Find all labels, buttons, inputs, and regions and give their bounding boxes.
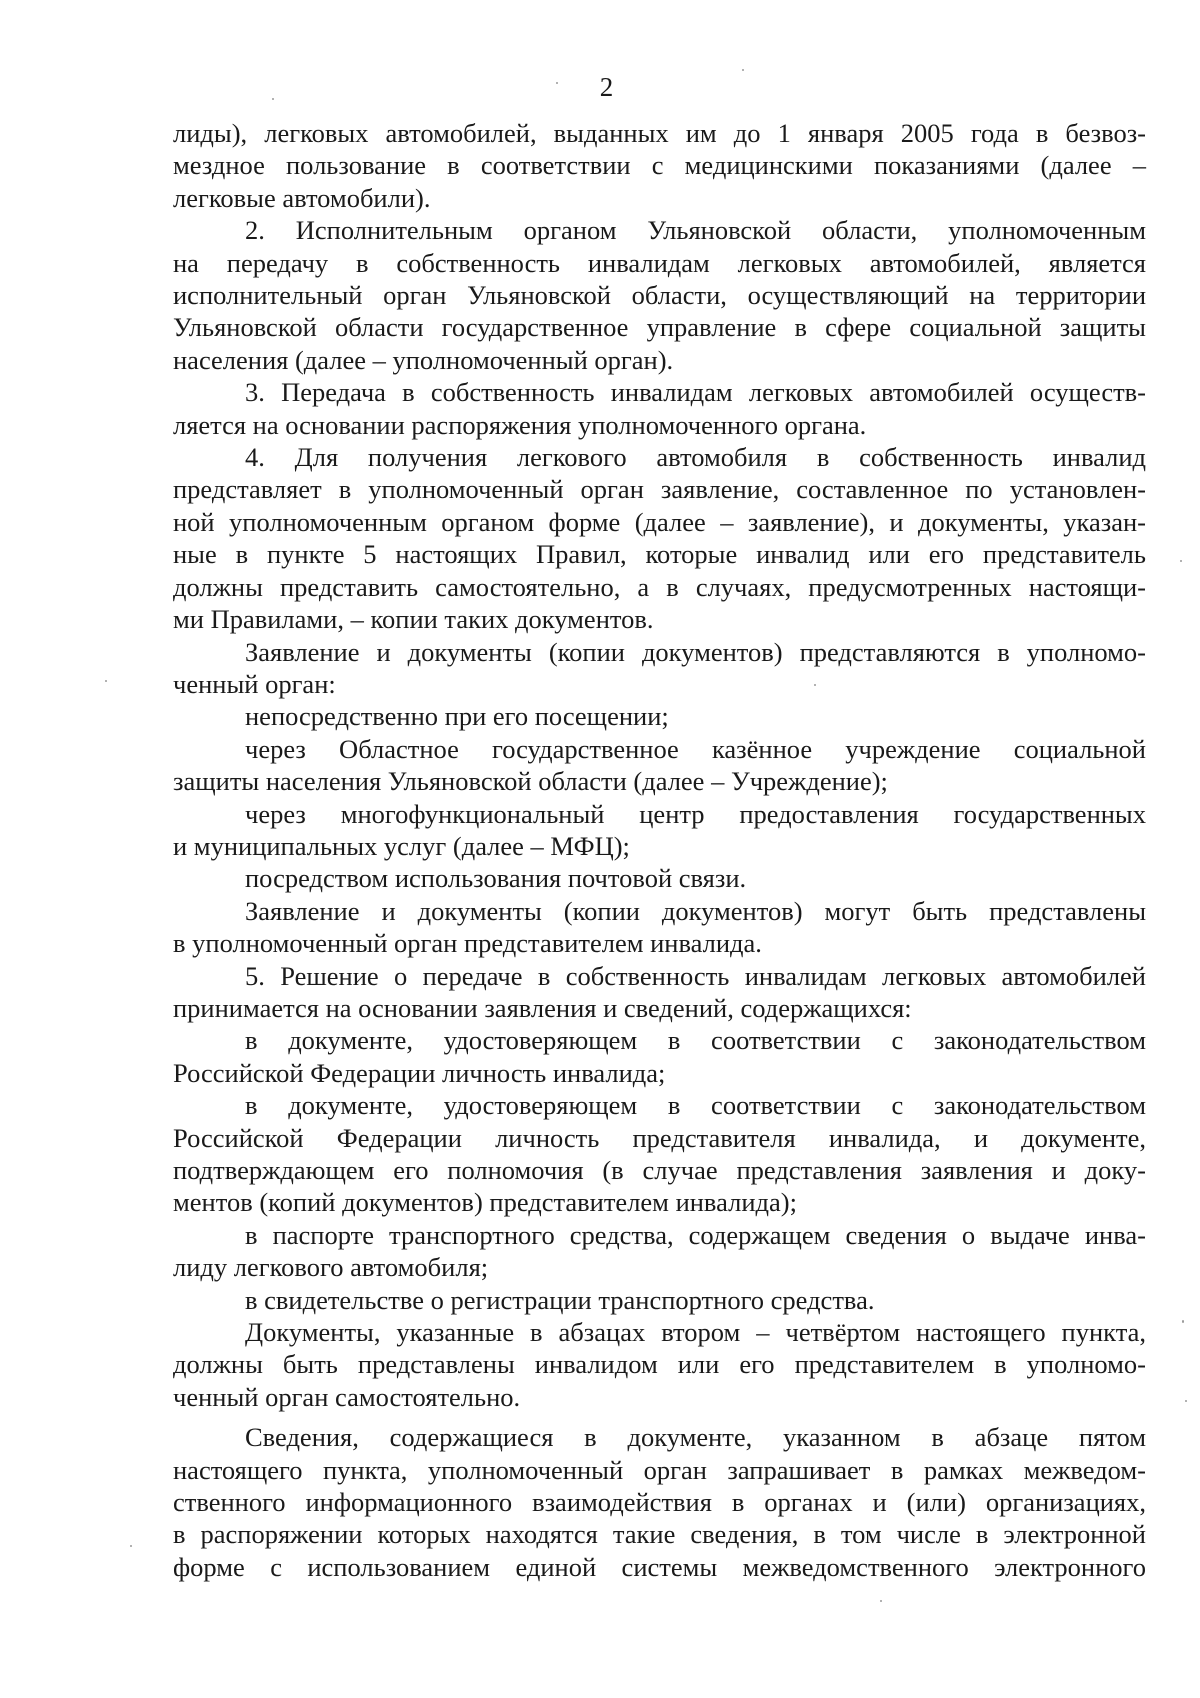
text-line: Российской Федерации личность представителя инвалида, и документе, — [173, 1122, 1146, 1153]
text-line: настоящего пункта, уполномоченный орган запрашивает в рамках межведом- — [173, 1454, 1146, 1485]
text-line: Документы, указанные в абзацах втором – четвёртом настоящего пункта, — [245, 1317, 1146, 1348]
text-line: в паспорте транспортного средства, содержащем сведения о выдаче инва- — [245, 1219, 1146, 1250]
text-line: ной уполномоченным органом форме (далее – заявление), и документы, указан- — [173, 506, 1146, 537]
scan-speck — [880, 1600, 882, 1602]
scan-speck — [1180, 560, 1182, 562]
text-line: через многофункциональный центр предоставления государственных — [245, 798, 1146, 829]
text-line: на передачу в собственность инвалидам легковых автомобилей, является — [173, 247, 1146, 278]
text-line: легковые автомобили). — [173, 182, 431, 213]
text-line: ственного информационного взаимодействия в органах и (или) организациях, — [173, 1487, 1146, 1518]
text-line: через Областное государственное казённое учреждение социальной — [245, 733, 1146, 764]
text-line: подтверждающем его полномочия (в случае представления заявления и доку- — [173, 1155, 1146, 1185]
scan-speck — [105, 680, 107, 682]
text-line: форме с использованием единой системы межведомственного электронного — [173, 1551, 1146, 1582]
text-line: 4. Для получения легкового автомобиля в собственность инвалид — [245, 442, 1146, 473]
text-line: 3. Передача в собственность инвалидам легковых автомобилей осуществ- — [245, 377, 1146, 408]
text-line: Российской Федерации личность инвалида; — [173, 1057, 666, 1088]
text-line: должны представить самостоятельно, а в случаях, предусмотренных настоящи- — [173, 571, 1146, 602]
text-line: ляется на основании распоряжения уполномоченного органа. — [173, 409, 867, 440]
text-line: мездное пользование в соответствии с медицинскими показаниями (далее – — [173, 150, 1146, 181]
text-line: ми Правилами, – копии таких документов. — [173, 604, 654, 635]
scan-speck — [814, 684, 816, 686]
scan-speck — [130, 1545, 132, 1547]
scan-speck — [742, 69, 744, 71]
text-line: ченный орган: — [173, 668, 336, 699]
text-line: в уполномоченный орган представителем инвалида. — [173, 928, 762, 959]
scan-speck — [1185, 1400, 1187, 1402]
text-line: представляет в уполномоченный орган заявление, составленное по установлен- — [173, 474, 1146, 505]
text-line: ментов (копий документов) представителем инвалида); — [173, 1187, 797, 1218]
scan-speck — [556, 82, 558, 84]
text-line: лиды), легковых автомобилей, выданных им до 1 января 2005 года в безвоз- — [173, 118, 1146, 148]
text-line: посредством использования почтовой связи. — [245, 863, 747, 894]
text-line: принимается на основании заявления и сведений, содержащихся: — [173, 992, 912, 1023]
text-line: Ульяновской области государственное управление в сфере социальной защиты — [173, 312, 1146, 343]
text-line: 2. Исполнительным органом Ульяновской области, уполномоченным — [245, 215, 1146, 246]
text-line: в документе, удостоверяющем в соответствии с законодательством — [245, 1090, 1146, 1121]
text-line: ные в пункте 5 настоящих Правил, которые инвалид или его представитель — [173, 539, 1146, 570]
scan-speck — [1182, 1320, 1184, 1323]
text-line: 5. Решение о передаче в собственность инвалидам легковых автомобилей — [245, 960, 1146, 991]
text-line: в документе, удостоверяющем в соответствии с законодательством — [245, 1025, 1146, 1056]
text-line: защиты населения Ульяновской области (далее – Учреждение); — [173, 766, 888, 797]
text-line: Сведения, содержащиеся в документе, указанном в абзаце пятом — [245, 1422, 1146, 1453]
document-body — [173, 117, 1146, 1583]
text-line: и муниципальных услуг (далее – МФЦ); — [173, 830, 630, 861]
text-line: в свидетельстве о регистрации транспортного средства. — [245, 1284, 875, 1315]
text-line: в распоряжении которых находятся такие сведения, в том числе в электронной — [173, 1519, 1146, 1550]
text-line: лиду легкового автомобиля; — [173, 1252, 489, 1283]
page-number: 2 — [599, 72, 614, 102]
text-line: ченный орган самостоятельно. — [173, 1381, 521, 1412]
text-line: Заявление и документы (копии документов) представляются в уполномо- — [245, 636, 1146, 667]
text-line: непосредственно при его посещении; — [245, 701, 669, 732]
scan-speck — [272, 98, 274, 100]
text-line: Заявление и документы (копии документов) могут быть представлены — [245, 895, 1146, 926]
text-line: исполнительный орган Ульяновской области, осуществляющий на территории — [173, 280, 1146, 311]
text-line: должны быть представлены инвалидом или его представителем в уполномо- — [173, 1349, 1146, 1380]
text-line: населения (далее – уполномоченный орган). — [173, 344, 674, 375]
